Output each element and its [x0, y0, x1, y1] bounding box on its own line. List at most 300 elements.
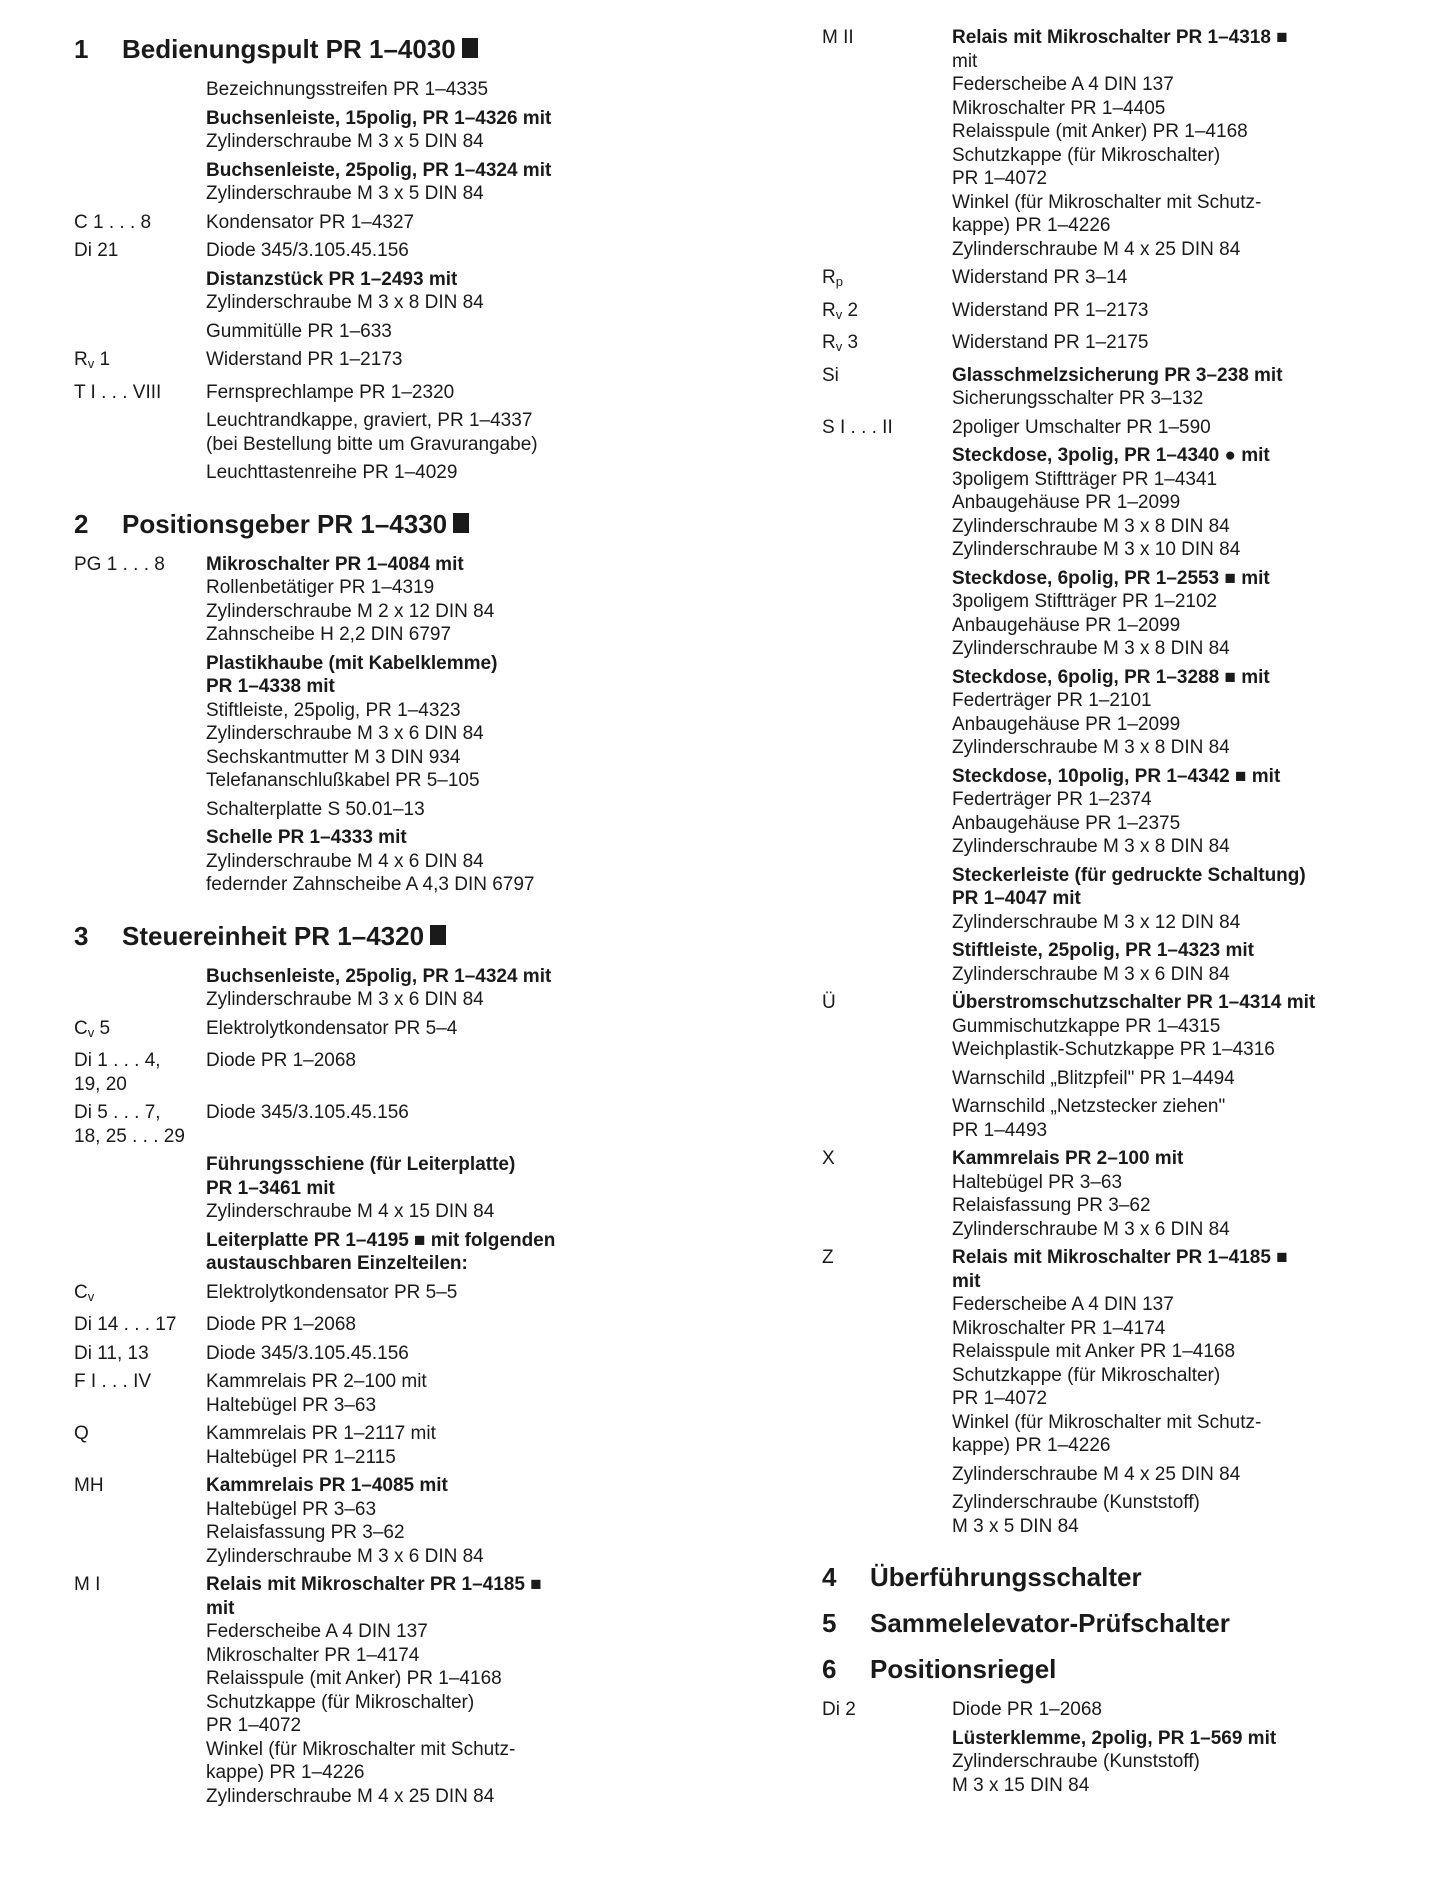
part-description — [206, 1573, 674, 1808]
description-line: Diode 345/3.105.45.156 — [206, 1342, 409, 1364]
part-description — [952, 364, 1382, 411]
part-reference — [822, 864, 952, 935]
part-description — [952, 1727, 1382, 1798]
part-reference: Di 14 . . . 17 — [74, 1314, 177, 1335]
description-line: Relaisspule (mit Anker) PR 1–4168 — [952, 121, 1248, 142]
part-entry — [74, 239, 674, 263]
part-entry — [822, 416, 1382, 440]
part-entry — [74, 461, 674, 485]
part-description — [952, 1463, 1382, 1487]
part-description — [206, 461, 674, 485]
description-line: Gummitülle PR 1–633 — [206, 320, 392, 342]
description-line: Sechskantmutter M 3 DIN 934 — [206, 746, 461, 768]
description-line: Buchsenleiste, 25polig, PR 1–4324 mit — [206, 965, 552, 987]
description-line: Schelle PR 1–4333 mit — [206, 827, 407, 848]
section-heading — [822, 1606, 1382, 1640]
description-line: Steckdose, 6polig, PR 1–2553 ■ mit — [952, 567, 1270, 589]
description-line: Zylinderschraube M 3 x 12 DIN 84 — [952, 911, 1241, 933]
description-line: Zylinderschraube (Kunststoff) — [952, 1492, 1200, 1513]
part-entry — [822, 1491, 1382, 1538]
description-line: Kammrelais PR 2–100 mit — [952, 1148, 1184, 1169]
part-description — [206, 1313, 674, 1337]
part-reference — [74, 826, 206, 897]
part-entry — [74, 268, 674, 315]
description-line: Zylinderschraube (Kunststoff) — [952, 1751, 1200, 1772]
part-entry — [74, 1101, 674, 1148]
description-line: M 3 x 15 DIN 84 — [952, 1774, 1090, 1796]
part-entry — [74, 1281, 674, 1309]
part-entry — [74, 78, 674, 102]
description-line: Elektrolytkondensator PR 5–5 — [206, 1281, 458, 1303]
part-description — [206, 798, 674, 822]
part-entry — [74, 1049, 674, 1096]
description-line: 3poligem Stiftträger PR 1–2102 — [952, 591, 1218, 612]
part-entry — [822, 331, 1382, 359]
part-entry — [822, 364, 1382, 411]
description-line: Buchsenleiste, 15polig, PR 1–4326 mit — [206, 107, 552, 129]
description-line: Zylinderschraube M 3 x 8 DIN 84 — [952, 515, 1230, 537]
description-line: Zylinderschraube M 3 x 8 DIN 84 — [206, 292, 484, 313]
part-reference — [74, 1229, 206, 1276]
part-reference: $R_v$ 3 — [822, 332, 859, 354]
description-line: Warnschild „Netzstecker ziehen" — [952, 1096, 1226, 1117]
description-line: Mikroschalter PR 1–4405 — [952, 97, 1166, 119]
section-3 — [74, 919, 674, 1809]
description-line: Stiftleiste, 25polig, PR 1–4323 — [206, 699, 461, 721]
section-6 — [822, 1652, 1382, 1797]
section-title: Sammelelevator-Prüfschalter — [870, 1608, 1230, 1638]
description-line: PR 1–4072 — [952, 1388, 1048, 1409]
part-reference: Di 1 . . . 4, 19, 20 — [74, 1050, 161, 1095]
description-line: Zylinderschraube M 4 x 15 DIN 84 — [206, 1201, 495, 1222]
part-entry — [74, 1370, 674, 1417]
description-line: PR 1–3461 mit — [206, 1177, 335, 1199]
description-line: Schutzkappe (für Mikroschalter) — [952, 144, 1221, 166]
description-line: Anbaugehäuse PR 1–2375 — [952, 812, 1181, 834]
description-line: Steckerleiste (für gedruckte Schaltung) — [952, 864, 1306, 886]
description-line: Zylinderschraube M 3 x 5 DIN 84 — [206, 183, 484, 204]
part-entry — [74, 652, 674, 793]
part-description — [952, 765, 1382, 859]
description-line: Leuchttastenreihe PR 1–4029 — [206, 462, 458, 483]
part-reference: M I — [74, 1574, 101, 1595]
description-line: Haltebügel PR 1–2115 — [206, 1446, 396, 1468]
part-description — [206, 1049, 674, 1096]
description-line: Anbaugehäuse PR 1–2099 — [952, 614, 1181, 636]
part-entry — [822, 939, 1382, 986]
filled-square-icon — [430, 925, 446, 945]
description-line: Federträger PR 1–2374 — [952, 789, 1152, 810]
part-entry — [822, 765, 1382, 859]
section-number: 4 — [822, 1562, 837, 1592]
description-line: kappe) PR 1–4226 — [952, 1435, 1111, 1456]
part-entry — [822, 991, 1382, 1062]
part-reference: Q — [74, 1423, 89, 1444]
description-line: Federscheibe A 4 DIN 137 — [952, 1294, 1174, 1315]
description-line: PR 1–4072 — [952, 168, 1048, 189]
part-reference — [74, 320, 206, 344]
part-entry — [74, 798, 674, 822]
part-entry — [822, 299, 1382, 327]
section-heading — [74, 919, 674, 953]
part-description — [206, 1229, 674, 1276]
description-line: Führungsschiene (für Leiterplatte) — [206, 1154, 516, 1175]
section-heading — [74, 507, 674, 541]
description-line: Diode 345/3.105.45.156 — [206, 1102, 409, 1123]
part-entry — [822, 1246, 1382, 1458]
description-line: Zylinderschraube M 2 x 12 DIN 84 — [206, 600, 495, 622]
description-line: Fernsprechlampe PR 1–2320 — [206, 381, 455, 403]
filled-square-icon — [462, 38, 478, 58]
part-description — [206, 78, 674, 102]
part-entry — [822, 666, 1382, 760]
description-line: kappe) PR 1–4226 — [206, 1762, 365, 1783]
part-description — [206, 107, 674, 154]
part-entry — [822, 1463, 1382, 1487]
description-line: Relais mit Mikroschalter PR 1–4185 ■ — [952, 1247, 1288, 1268]
description-line: mit — [206, 1597, 235, 1619]
section-title: Positionsgeber PR 1–4330 — [122, 508, 448, 539]
part-reference — [74, 78, 206, 102]
filled-square-icon — [453, 513, 469, 533]
description-line: PR 1–4493 — [952, 1119, 1048, 1141]
description-line: PR 1–4047 mit — [952, 888, 1081, 909]
part-entry — [822, 266, 1382, 294]
part-reference — [822, 1095, 952, 1142]
part-entry — [74, 107, 674, 154]
section-number: 5 — [822, 1608, 837, 1638]
part-description — [206, 1370, 674, 1417]
description-line: Bezeichnungsstreifen PR 1–4335 — [206, 79, 489, 100]
part-reference — [74, 965, 206, 1012]
part-description — [206, 211, 674, 235]
part-description — [206, 1017, 674, 1045]
description-line: Plastikhaube (mit Kabelklemme) — [206, 652, 498, 674]
description-line: (bei Bestellung bitte um Gravurangabe) — [206, 433, 538, 455]
description-line: M 3 x 5 DIN 84 — [952, 1515, 1079, 1537]
description-line: Widerstand PR 1–2173 — [206, 349, 403, 370]
description-line: Diode PR 1–2068 — [206, 1314, 356, 1335]
description-line: Kammrelais PR 2–100 mit — [206, 1371, 427, 1392]
section-title: Positionsriegel — [870, 1654, 1057, 1684]
description-line: Zylinderschraube M 3 x 8 DIN 84 — [952, 638, 1230, 659]
part-entry — [822, 1698, 1382, 1722]
description-line: Mikroschalter PR 1–4084 mit — [206, 553, 464, 575]
part-description — [206, 826, 674, 897]
description-line: Haltebügel PR 3–63 — [952, 1171, 1123, 1193]
part-reference — [822, 444, 952, 562]
description-line: Relaisfassung PR 3–62 — [206, 1522, 405, 1543]
section-2 — [74, 507, 674, 897]
part-description — [206, 1422, 674, 1469]
description-line: Diode 345/3.105.45.156 — [206, 240, 409, 261]
description-line: Kammrelais PR 1–4085 mit — [206, 1475, 448, 1496]
description-line: Gummischutzkappe PR 1–4315 — [952, 1015, 1221, 1037]
description-line: Weichplastik-Schutzkappe PR 1–4316 — [952, 1039, 1275, 1060]
part-description — [206, 239, 674, 263]
description-line: Leiterplatte PR 1–4195 ■ mit folgenden — [206, 1229, 556, 1251]
part-description — [952, 666, 1382, 760]
description-line: Zylinderschraube M 4 x 25 DIN 84 — [206, 1785, 495, 1807]
description-line: Diode PR 1–2068 — [206, 1050, 356, 1071]
section-heading — [74, 32, 674, 66]
description-line: Zylinderschraube M 4 x 6 DIN 84 — [206, 850, 484, 872]
part-description — [952, 1067, 1382, 1091]
part-reference: Z — [822, 1247, 834, 1268]
part-entry — [74, 1342, 674, 1366]
part-entry — [74, 1017, 674, 1045]
part-reference — [74, 798, 206, 822]
part-entry — [822, 1067, 1382, 1091]
description-line: Steckdose, 10polig, PR 1–4342 ■ mit — [952, 765, 1281, 787]
section-title: Steuereinheit PR 1–4320 — [122, 920, 425, 951]
part-reference — [822, 666, 952, 760]
part-reference — [822, 765, 952, 859]
description-line: Zylinderschraube M 4 x 25 DIN 84 — [952, 238, 1241, 260]
section-continued — [822, 26, 1382, 1538]
part-reference: Di 5 . . . 7, 18, 25 . . . 29 — [74, 1102, 185, 1147]
description-line: Haltebügel PR 3–63 — [206, 1394, 377, 1416]
description-line: Schalterplatte S 50.01–13 — [206, 798, 425, 820]
description-line: Anbaugehäuse PR 1–2099 — [952, 713, 1181, 735]
part-description — [206, 1281, 674, 1309]
part-reference: $R_v$ 2 — [822, 299, 859, 322]
part-reference — [74, 652, 206, 793]
part-description — [952, 1147, 1382, 1241]
part-reference: Si — [822, 364, 839, 386]
part-reference — [74, 461, 206, 485]
description-line: Widerstand PR 1–2173 — [952, 299, 1149, 321]
description-line: Federscheibe A 4 DIN 137 — [206, 1621, 428, 1642]
description-line: Zylinderschraube M 3 x 6 DIN 84 — [952, 1218, 1230, 1240]
section-title: Bedienungspult PR 1–4030 — [122, 34, 456, 64]
part-reference — [822, 1067, 952, 1091]
description-line: Mikroschalter PR 1–4174 — [952, 1317, 1166, 1339]
description-line: Widerstand PR 3–14 — [952, 267, 1128, 288]
description-line: PR 1–4338 mit — [206, 676, 335, 697]
part-entry — [822, 26, 1382, 261]
description-line: Schutzkappe (für Mikroschalter) — [952, 1364, 1221, 1386]
part-entry — [74, 1474, 674, 1568]
part-reference — [822, 1491, 952, 1538]
description-line: Überstromschutzschalter PR 1–4314 mit — [952, 992, 1316, 1013]
description-line: Winkel (für Mikroschalter mit Schutz- — [952, 1411, 1262, 1433]
part-entry — [74, 381, 674, 405]
description-line: Kammrelais PR 1–2117 mit — [206, 1423, 436, 1444]
part-description — [206, 409, 674, 456]
part-reference: PG 1 . . . 8 — [74, 553, 165, 575]
part-reference: Di 11, 13 — [74, 1342, 149, 1364]
part-description — [206, 652, 674, 793]
part-description — [206, 1342, 674, 1366]
part-reference: F I . . . IV — [74, 1371, 152, 1392]
part-entry — [74, 1313, 674, 1337]
description-line: Zylinderschraube M 3 x 6 DIN 84 — [206, 989, 484, 1010]
part-description — [952, 864, 1382, 935]
description-line: Relais mit Mikroschalter PR 1–4318 ■ — [952, 27, 1288, 48]
description-line: 3poligem Stiftträger PR 1–4341 — [952, 468, 1218, 490]
section-title: Überführungsschalter — [870, 1562, 1142, 1592]
part-reference — [74, 107, 206, 154]
description-line: austauschbaren Einzelteilen: — [206, 1253, 468, 1274]
part-description — [952, 331, 1382, 359]
description-line: Elektrolytkondensator PR 5–4 — [206, 1017, 458, 1039]
description-line: mit — [952, 1270, 981, 1292]
part-description — [952, 266, 1382, 294]
description-line: kappe) PR 1–4226 — [952, 215, 1111, 236]
description-line: Relaisspule mit Anker PR 1–4168 — [952, 1341, 1236, 1362]
description-line: Zylinderschraube M 3 x 6 DIN 84 — [206, 723, 484, 744]
part-entry — [74, 1422, 674, 1469]
part-description — [206, 268, 674, 315]
description-line: Glasschmelzsicherung PR 3–238 mit — [952, 364, 1283, 386]
part-description — [952, 1095, 1382, 1142]
part-reference: MH — [74, 1475, 104, 1496]
part-description — [952, 299, 1382, 327]
part-reference — [822, 939, 952, 986]
description-line: Kondensator PR 1–4327 — [206, 211, 415, 233]
description-line: Anbaugehäuse PR 1–2099 — [952, 492, 1181, 513]
part-entry — [822, 444, 1382, 562]
part-entry — [74, 965, 674, 1012]
part-entry — [74, 348, 674, 376]
part-description — [206, 1153, 674, 1224]
description-line: Federscheibe A 4 DIN 137 — [952, 74, 1174, 95]
right-column — [822, 27, 1382, 1809]
part-reference: X — [822, 1148, 835, 1169]
description-line: Federträger PR 1–2101 — [952, 690, 1152, 711]
description-line: Widerstand PR 1–2175 — [952, 332, 1149, 353]
description-line: mit — [952, 50, 978, 72]
part-reference: $C_v$ — [74, 1281, 95, 1304]
part-reference — [74, 1153, 206, 1224]
description-line: Stiftleiste, 25polig, PR 1–4323 mit — [952, 940, 1254, 961]
part-description — [952, 567, 1382, 661]
description-line: Haltebügel PR 3–63 — [206, 1498, 377, 1520]
part-entry — [74, 409, 674, 456]
description-line: Diode PR 1–2068 — [952, 1699, 1102, 1720]
part-reference: C 1 . . . 8 — [74, 211, 152, 233]
description-line: Schutzkappe (für Mikroschalter) — [206, 1691, 475, 1713]
part-entry — [74, 1573, 674, 1808]
section-1 — [74, 32, 674, 485]
part-entry — [74, 211, 674, 235]
description-line: Steckdose, 3polig, PR 1–4340 ● mit — [952, 445, 1270, 466]
part-description — [206, 965, 674, 1012]
part-reference: Di 2 — [822, 1699, 856, 1720]
part-reference: Ü — [822, 992, 836, 1013]
description-line: federnder Zahnscheibe A 4,3 DIN 6797 — [206, 874, 535, 895]
description-line: Rollenbetätiger PR 1–4319 — [206, 577, 435, 598]
part-description — [952, 1698, 1382, 1722]
description-line: Telefananschlußkabel PR 5–105 — [206, 770, 480, 791]
part-reference — [74, 268, 206, 315]
part-entry — [822, 567, 1382, 661]
description-line: Distanzstück PR 1–2493 mit — [206, 268, 458, 290]
part-reference: S I . . . II — [822, 416, 893, 438]
part-reference: $R_p$ — [822, 267, 843, 289]
section-number: 2 — [74, 508, 89, 539]
part-description — [952, 416, 1382, 440]
section-5 — [822, 1606, 1382, 1640]
part-description — [952, 939, 1382, 986]
part-entry — [74, 1229, 674, 1276]
part-entry — [822, 1727, 1382, 1798]
description-line: 2poliger Umschalter PR 1–590 — [952, 416, 1211, 438]
description-line: Buchsenleiste, 25polig, PR 1–4324 mit — [206, 159, 552, 181]
part-entry — [74, 553, 674, 647]
part-reference — [822, 567, 952, 661]
section-4 — [822, 1560, 1382, 1594]
description-line: PR 1–4072 — [206, 1715, 302, 1736]
part-reference — [74, 409, 206, 456]
part-description — [952, 444, 1382, 562]
section-number: 6 — [822, 1654, 837, 1684]
part-entry — [822, 1147, 1382, 1241]
section-heading — [822, 1652, 1382, 1686]
part-description — [952, 26, 1382, 261]
part-description — [206, 1101, 674, 1148]
part-reference: Di 21 — [74, 240, 119, 261]
part-entry — [74, 159, 674, 206]
part-entry — [822, 864, 1382, 935]
part-description — [206, 348, 674, 376]
description-line: Mikroschalter PR 1–4174 — [206, 1644, 420, 1666]
description-line: Winkel (für Mikroschalter mit Schutz- — [952, 191, 1262, 213]
part-reference — [822, 1727, 952, 1798]
part-entry — [74, 1153, 674, 1224]
description-line: Lüsterklemme, 2polig, PR 1–569 mit — [952, 1727, 1277, 1749]
part-description — [206, 381, 674, 405]
description-line: Zylinderschraube M 3 x 8 DIN 84 — [952, 836, 1230, 857]
description-line: Zylinderschraube M 3 x 8 DIN 84 — [952, 737, 1230, 758]
description-line: Relaisfassung PR 3–62 — [952, 1195, 1151, 1216]
description-line: Warnschild „Blitzpfeil" PR 1–4494 — [952, 1067, 1235, 1089]
description-line: Zahnscheibe H 2,2 DIN 6797 — [206, 624, 452, 645]
part-description — [952, 1491, 1382, 1538]
part-entry — [822, 1095, 1382, 1142]
part-description — [952, 1246, 1382, 1458]
part-description — [206, 553, 674, 647]
section-heading — [822, 1560, 1382, 1594]
part-reference: M II — [822, 27, 854, 48]
part-reference: $C_v$ 5 — [74, 1017, 111, 1040]
description-line: Relaisspule (mit Anker) PR 1–4168 — [206, 1668, 502, 1689]
part-entry — [74, 826, 674, 897]
part-description — [206, 1474, 674, 1568]
description-line: Zylinderschraube M 3 x 6 DIN 84 — [952, 963, 1230, 985]
part-reference: $R_v$ 1 — [74, 349, 111, 371]
description-line: Relais mit Mikroschalter PR 1–4185 ■ — [206, 1574, 542, 1595]
description-line: Zylinderschraube M 3 x 10 DIN 84 — [952, 539, 1241, 560]
description-line: Sicherungsschalter PR 3–132 — [952, 388, 1204, 409]
part-description — [206, 159, 674, 206]
description-line: Steckdose, 6polig, PR 1–3288 ■ mit — [952, 666, 1270, 688]
part-reference: T I . . . VIII — [74, 381, 162, 403]
description-line: Zylinderschraube M 3 x 5 DIN 84 — [206, 131, 484, 152]
part-description — [952, 991, 1382, 1062]
part-description — [206, 320, 674, 344]
part-entry — [74, 320, 674, 344]
description-line: Winkel (für Mikroschalter mit Schutz- — [206, 1738, 516, 1760]
description-line: Leuchtrandkappe, graviert, PR 1–4337 — [206, 410, 533, 431]
section-number: 3 — [74, 920, 89, 951]
part-reference — [74, 159, 206, 206]
left-column — [74, 32, 674, 1830]
description-line: Zylinderschraube M 3 x 6 DIN 84 — [206, 1545, 484, 1567]
section-number: 1 — [74, 34, 89, 64]
description-line: Zylinderschraube M 4 x 25 DIN 84 — [952, 1463, 1241, 1485]
